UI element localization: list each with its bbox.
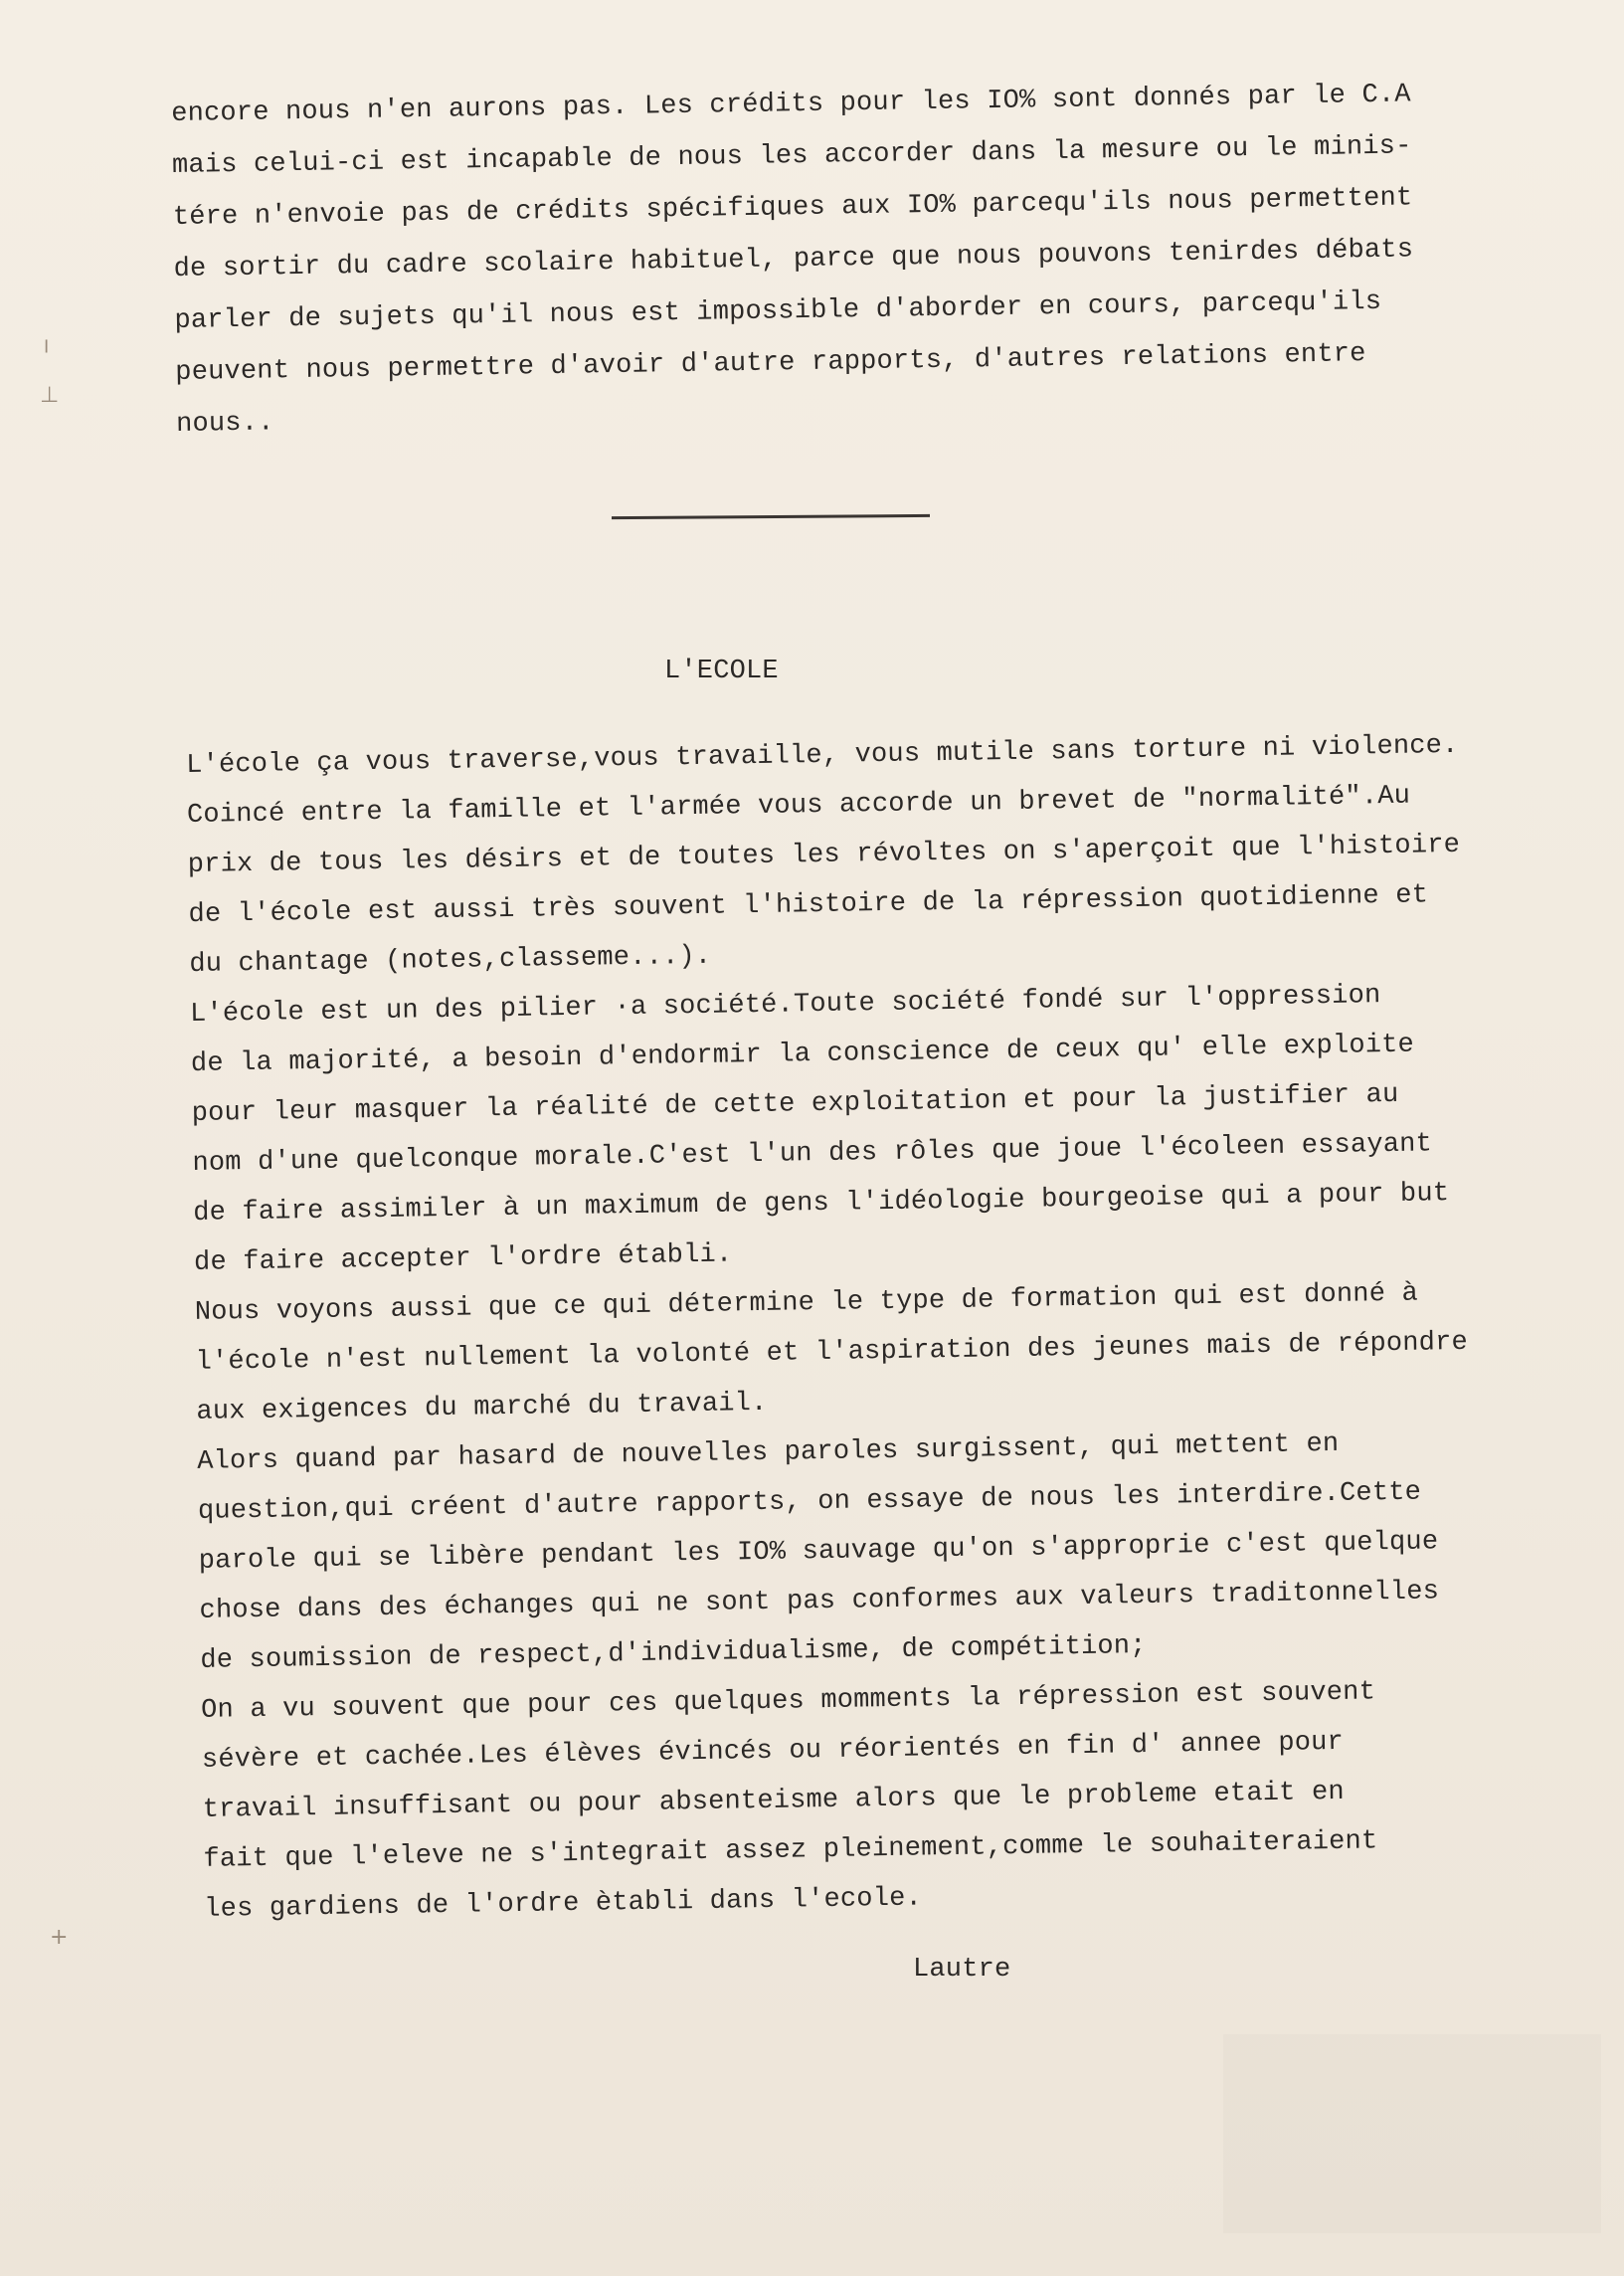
text-line: aux exigences du marché du travail. [196, 1388, 768, 1427]
text-line: nom d'une quelconque morale.C'est l'un des rôles que joue l'écoleen essayant [192, 1129, 1433, 1179]
text-line: travail insuffisant ou pour absenteisme alors que le probleme etait en [202, 1777, 1346, 1825]
text-line: question,qui créent d'autre rapports, on essaye de nous les interdire.Cette [197, 1477, 1422, 1527]
text-line: de sortir du cadre scolaire habituel, parce que nous pouvons tenirdes débats [173, 235, 1414, 284]
text-line: parole qui se libère pendant les IO% sauvage qu'on s'approprie c'est quelque [198, 1527, 1439, 1577]
signature: Lautre [913, 1955, 1011, 1985]
text-line: de faire assimiler à un maximum de gens l'idéologie bourgeoise qui a pour but [193, 1179, 1450, 1229]
text-line: du chantage (notes,classeme...). [189, 941, 712, 980]
text-line: tére n'envoie pas de crédits spécifiques aux IO% parcequ'ils nous permettent [172, 183, 1413, 233]
text-line: Alors quand par hasard de nouvelles paroles surgissent, qui mettent en [196, 1428, 1340, 1477]
text-line: l'école n'est nullement la volonté et l'aspiration des jeunes mais de répondre [195, 1327, 1469, 1378]
text-line: peuvent nous permettre d'avoir d'autre rapports, d'autres relations entre [175, 339, 1366, 388]
text-line: L'école ça vous traverse,vous travaille, vous mutile sans torture ni violence. [186, 730, 1459, 781]
text-line: de faire accepter l'ordre établi. [193, 1239, 733, 1278]
text-line: prix de tous les désirs et de toutes les révoltes on s'aperçoit que l'histoire [187, 830, 1461, 880]
section-divider [612, 514, 930, 519]
text-line: fait que l'eleve ne s'integrait assez pleinement,comme le souhaiteraient [203, 1826, 1378, 1875]
text-line: de l'école est aussi très souvent l'histoire de la répression quotidienne et [188, 880, 1429, 930]
text-line: nous.. [175, 408, 274, 440]
text-line: de la majorité, a besoin d'endormir la conscience de ceux qu' elle exploite [190, 1030, 1415, 1079]
text-line: de soumission de respect,d'individualisme, de compétition; [200, 1630, 1147, 1676]
text-line: les gardiens de l'ordre ètabli dans l'ecole. [204, 1883, 923, 1925]
text-line: encore nous n'en aurons pas. Les crédits pour les IO% sont donnés par le C.A [171, 80, 1411, 129]
text-line: parler de sujets qu'il nous est impossible d'aborder en cours, parcequ'ils [174, 286, 1382, 336]
section-title: L'ECOLE [664, 657, 779, 686]
show-through-shadow [1223, 2034, 1601, 2233]
text-line: mais celui-ci est incapable de nous les accorder dans la mesure ou le minis- [171, 131, 1412, 181]
text-line: Coincé entre la famille et l'armée vous accorde un brevet de "normalité".Au [186, 781, 1411, 831]
text-line: sévère et cachée.Les élèves évincés ou réorientés en fin d' annee pour [201, 1727, 1345, 1776]
margin-mark: ⊥ [40, 383, 60, 408]
text-line: L'école est un des pilier ·a société.Toute société fondé sur l'oppression [189, 981, 1381, 1030]
margin-mark: + [50, 1925, 69, 1950]
text-line: Nous voyons aussi que ce qui détermine le type de formation qui est donné à [194, 1278, 1419, 1328]
text-line: pour leur masquer la réalité de cette exploitation et pour la justifier au [191, 1079, 1399, 1129]
body-paragraphs [186, 730, 1509, 1925]
margin-mark: ╷ [40, 328, 54, 353]
top-paragraph [171, 80, 1464, 440]
text-line: On a vu souvent que pour ces quelques momments la répression est souvent [200, 1677, 1376, 1726]
text-line: chose dans des échanges qui ne sont pas conformes aux valeurs traditonnelles [199, 1577, 1440, 1626]
